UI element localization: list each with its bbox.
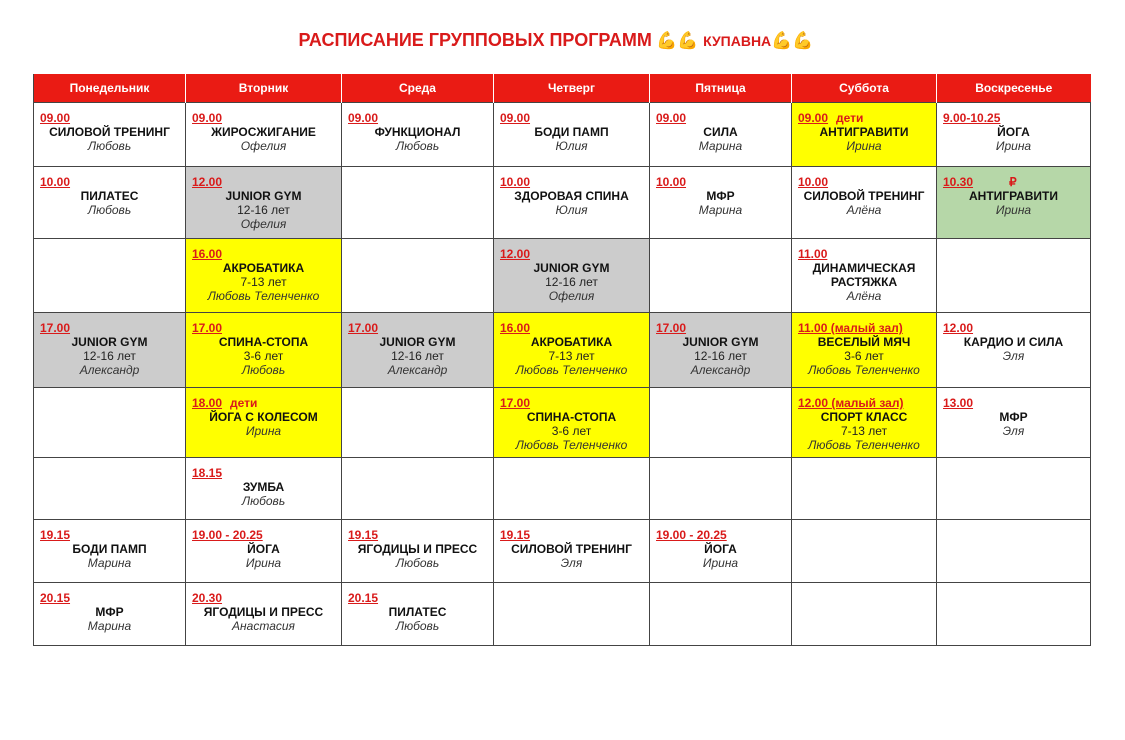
time-text: 19.15 bbox=[40, 528, 71, 542]
class-time bbox=[192, 175, 335, 189]
class-time bbox=[348, 321, 487, 335]
day-header: Среда bbox=[342, 74, 494, 103]
time-text: 18.15 bbox=[192, 466, 223, 480]
empty-cell bbox=[494, 458, 650, 520]
class-cell bbox=[650, 313, 792, 388]
class-time bbox=[348, 111, 487, 125]
class-time bbox=[40, 591, 179, 605]
empty-cell bbox=[34, 458, 186, 520]
class-name: СПИНА-СТОПА bbox=[218, 335, 309, 349]
empty-cell bbox=[342, 239, 494, 313]
class-cell bbox=[494, 313, 650, 388]
trainer-name: Эля bbox=[560, 556, 583, 570]
class-name: БОДИ ПАМП bbox=[72, 542, 147, 556]
time-text: 10.00 bbox=[40, 175, 71, 189]
trainer-name: Любовь bbox=[87, 203, 132, 217]
age-range: 12-16 лет bbox=[545, 275, 598, 289]
class-time bbox=[943, 396, 1084, 410]
age-range: 3-6 лет bbox=[551, 424, 592, 438]
class-name: JUNIOR GYM bbox=[533, 261, 610, 275]
trainer-name: Ирина bbox=[245, 424, 282, 438]
trainer-name: Ирина bbox=[846, 139, 882, 153]
trainer-name: Любовь Теленченко bbox=[808, 438, 920, 452]
class-name: ЖИРОСЖИГАНИЕ bbox=[211, 125, 316, 139]
time-text: 09.00 bbox=[500, 111, 531, 125]
time-text: 12.00 bbox=[500, 247, 531, 261]
schedule-row bbox=[34, 167, 1091, 239]
class-name: БОДИ ПАМП bbox=[534, 125, 609, 139]
class-cell bbox=[937, 388, 1091, 458]
empty-cell bbox=[650, 239, 792, 313]
class-cell bbox=[342, 520, 494, 583]
time-text: 10.00 bbox=[656, 175, 687, 189]
class-name: ЙОГА С КОЛЕСОМ bbox=[209, 410, 318, 424]
class-time bbox=[192, 591, 335, 605]
trainer-name: Любовь bbox=[241, 494, 286, 508]
empty-cell bbox=[342, 458, 494, 520]
class-time bbox=[192, 321, 335, 335]
age-range: 7-13 лет bbox=[240, 275, 287, 289]
trainer-name: Ирина bbox=[245, 556, 282, 570]
age-range: 3-6 лет bbox=[243, 349, 284, 363]
time-text: 09.00 bbox=[656, 111, 687, 125]
day-header: Пятница bbox=[650, 74, 792, 103]
class-cell bbox=[34, 103, 186, 167]
schedule-row bbox=[34, 520, 1091, 583]
day-header: Вторник bbox=[186, 74, 342, 103]
class-cell bbox=[937, 167, 1091, 239]
day-header: Понедельник bbox=[34, 74, 186, 103]
class-name: СПОРТ КЛАСС bbox=[820, 410, 908, 424]
class-time bbox=[798, 396, 930, 410]
trainer-name: Марина bbox=[698, 139, 743, 153]
trainer-name: Любовь Теленченко bbox=[515, 363, 628, 377]
trainer-name: Любовь Теленченко bbox=[515, 438, 628, 452]
class-name: JUNIOR GYM bbox=[379, 335, 456, 349]
time-text: 09.00 bbox=[40, 111, 71, 125]
day-header: Четверг bbox=[494, 74, 650, 103]
class-time bbox=[40, 528, 179, 542]
class-time bbox=[348, 528, 487, 542]
trainer-name: Любовь Теленченко bbox=[808, 363, 920, 377]
class-cell bbox=[494, 520, 650, 583]
empty-cell bbox=[937, 520, 1091, 583]
time-text: 12.00 bbox=[943, 321, 974, 335]
time-text: 20.15 bbox=[40, 591, 71, 605]
time-text: 10.00 bbox=[798, 175, 829, 189]
time-text: 09.00 bbox=[192, 111, 223, 125]
class-time bbox=[348, 591, 487, 605]
age-range: 12-16 лет bbox=[694, 349, 747, 363]
trainer-name: Марина bbox=[87, 556, 132, 570]
class-name: СПИНА-СТОПА bbox=[526, 410, 617, 424]
trainer-name: Юлия bbox=[555, 203, 588, 217]
class-name: СИЛОВОЙ ТРЕНИНГ bbox=[49, 125, 170, 139]
time-text: 17.00 bbox=[656, 321, 687, 335]
class-cell bbox=[186, 239, 342, 313]
class-name: АКРОБАТИКА bbox=[222, 261, 305, 275]
class-name: JUNIOR GYM bbox=[71, 335, 148, 349]
time-text: 10.30 bbox=[943, 175, 974, 189]
class-time bbox=[500, 175, 643, 189]
empty-cell bbox=[937, 239, 1091, 313]
class-time bbox=[500, 321, 643, 335]
time-text: 16.00 bbox=[192, 247, 223, 261]
class-cell bbox=[494, 388, 650, 458]
class-name: АКРОБАТИКА bbox=[530, 335, 613, 349]
class-time bbox=[40, 321, 179, 335]
class-cell bbox=[186, 458, 342, 520]
title-text: РАСПИСАНИЕ ГРУППОВЫХ ПРОГРАММ bbox=[298, 30, 652, 50]
trainer-name: Любовь bbox=[87, 139, 132, 153]
trainer-name: Анастасия bbox=[232, 619, 295, 633]
class-name: ЗДОРОВАЯ СПИНА bbox=[514, 189, 629, 203]
class-cell bbox=[186, 167, 342, 239]
trainer-name: Александр bbox=[387, 363, 448, 377]
trainer-name: Марина bbox=[698, 203, 743, 217]
trainer-name: Юлия bbox=[555, 139, 588, 153]
trainer-name: Любовь Теленченко bbox=[207, 289, 320, 303]
class-cell bbox=[937, 103, 1091, 167]
class-cell bbox=[342, 583, 494, 646]
schedule-row bbox=[34, 239, 1091, 313]
class-cell bbox=[792, 103, 937, 167]
time-text: 9.00-10.25 bbox=[943, 111, 1001, 125]
empty-cell bbox=[650, 388, 792, 458]
class-cell bbox=[34, 520, 186, 583]
class-time bbox=[798, 321, 930, 335]
time-text: 19.00 - 20.25 bbox=[192, 528, 263, 542]
schedule-row bbox=[34, 103, 1091, 167]
class-cell bbox=[650, 520, 792, 583]
class-name: ВЕСЕЛЫЙ МЯЧ bbox=[817, 335, 911, 349]
empty-cell bbox=[34, 388, 186, 458]
class-cell bbox=[792, 167, 937, 239]
trainer-name: Любовь bbox=[395, 556, 440, 570]
trainer-name: Любовь bbox=[395, 139, 440, 153]
schedule-table bbox=[33, 74, 1091, 646]
class-name: МФР bbox=[706, 189, 735, 203]
class-name: СИЛОВОЙ ТРЕНИНГ bbox=[803, 189, 925, 203]
day-header: Воскресенье bbox=[937, 74, 1091, 103]
trainer-name: Любовь bbox=[395, 619, 440, 633]
empty-cell bbox=[34, 239, 186, 313]
time-text: 19.15 bbox=[500, 528, 531, 542]
age-range: 7-13 лет bbox=[840, 424, 888, 438]
trainer-name: Ирина bbox=[995, 203, 1032, 217]
age-range: 12-16 лет bbox=[391, 349, 444, 363]
trainer-name: Александр bbox=[690, 363, 751, 377]
weekday-header-row bbox=[34, 74, 1091, 103]
class-time bbox=[656, 528, 785, 542]
class-cell bbox=[186, 583, 342, 646]
class-time bbox=[656, 175, 785, 189]
class-cell bbox=[34, 167, 186, 239]
empty-cell bbox=[342, 167, 494, 239]
class-name: ЙОГА bbox=[997, 125, 1030, 139]
time-text: 18.00 bbox=[192, 396, 223, 410]
class-cell bbox=[342, 313, 494, 388]
class-time bbox=[40, 111, 179, 125]
location-name: КУПАВНА bbox=[703, 33, 772, 49]
time-text: 20.15 bbox=[348, 591, 379, 605]
class-time bbox=[798, 111, 930, 125]
trainer-name: Офелия bbox=[240, 139, 287, 153]
day-header: Суббота bbox=[792, 74, 937, 103]
class-name: ЯГОДИЦЫ И ПРЕСС bbox=[357, 542, 478, 556]
class-cell bbox=[494, 239, 650, 313]
empty-cell bbox=[342, 388, 494, 458]
class-name: ПИЛАТЕС bbox=[388, 605, 447, 619]
class-name: ФУНКЦИОНАЛ bbox=[374, 125, 461, 139]
schedule-row bbox=[34, 583, 1091, 646]
class-name: СИЛА bbox=[703, 125, 738, 139]
time-text: 12.00 (малый зал) bbox=[798, 396, 904, 410]
class-time bbox=[500, 396, 643, 410]
flexed-biceps-icon: 💪💪 bbox=[656, 31, 699, 50]
time-text: 19.15 bbox=[348, 528, 379, 542]
class-name: МФР bbox=[95, 605, 124, 619]
age-range: 12-16 лет bbox=[83, 349, 136, 363]
time-text: 11.00 (малый зал) bbox=[798, 321, 903, 335]
empty-cell bbox=[494, 583, 650, 646]
class-cell bbox=[494, 167, 650, 239]
class-cell bbox=[792, 313, 937, 388]
time-text: 09.00 bbox=[798, 111, 829, 125]
class-cell bbox=[792, 388, 937, 458]
time-text: 10.00 bbox=[500, 175, 531, 189]
trainer-name: Марина bbox=[87, 619, 132, 633]
class-name: АНТИГРАВИТИ bbox=[969, 189, 1058, 203]
class-time bbox=[798, 247, 930, 261]
trainer-name: Ирина bbox=[995, 139, 1032, 153]
class-cell bbox=[186, 103, 342, 167]
trainer-name: Ирина bbox=[702, 556, 739, 570]
class-time bbox=[943, 175, 1084, 189]
class-cell bbox=[186, 313, 342, 388]
class-name: JUNIOR GYM bbox=[682, 335, 759, 349]
trainer-name: Любовь bbox=[241, 363, 286, 377]
class-name: ЯГОДИЦЫ И ПРЕСС bbox=[203, 605, 324, 619]
class-time bbox=[656, 321, 785, 335]
trainer-name: Офелия bbox=[548, 289, 595, 303]
time-text: 17.00 bbox=[348, 321, 379, 335]
class-time bbox=[943, 321, 1084, 335]
class-cell bbox=[494, 103, 650, 167]
empty-cell bbox=[792, 520, 937, 583]
trainer-name: Александр bbox=[79, 363, 140, 377]
class-time bbox=[798, 175, 930, 189]
class-name: ЙОГА bbox=[247, 542, 280, 556]
schedule-row bbox=[34, 458, 1091, 520]
empty-cell bbox=[792, 458, 937, 520]
class-name: ЙОГА bbox=[704, 542, 737, 556]
class-tag: дети bbox=[230, 396, 258, 410]
empty-cell bbox=[650, 583, 792, 646]
class-cell bbox=[342, 103, 494, 167]
class-name: СИЛОВОЙ ТРЕНИНГ bbox=[511, 542, 632, 556]
trainer-name: Офелия bbox=[240, 217, 287, 231]
class-time bbox=[500, 528, 643, 542]
class-time bbox=[943, 111, 1084, 125]
time-text: 20.30 bbox=[192, 591, 223, 605]
class-name: ДИНАМИЧЕСКАЯ РАСТЯЖКА bbox=[812, 261, 916, 289]
class-cell bbox=[186, 520, 342, 583]
time-text: 13.00 bbox=[943, 396, 974, 410]
class-cell bbox=[34, 583, 186, 646]
empty-cell bbox=[937, 458, 1091, 520]
time-text: 17.00 bbox=[40, 321, 71, 335]
trainer-name: Алёна bbox=[846, 289, 882, 303]
time-text: 17.00 bbox=[500, 396, 531, 410]
empty-cell bbox=[650, 458, 792, 520]
time-text: 12.00 bbox=[192, 175, 223, 189]
class-time bbox=[192, 247, 335, 261]
class-name: МФР bbox=[999, 410, 1028, 424]
class-cell bbox=[937, 313, 1091, 388]
time-text: 11.00 bbox=[798, 247, 828, 261]
time-text: 17.00 bbox=[192, 321, 223, 335]
empty-cell bbox=[937, 583, 1091, 646]
trainer-name: Алёна bbox=[846, 203, 882, 217]
trainer-name: Эля bbox=[1002, 349, 1025, 363]
class-cell bbox=[34, 313, 186, 388]
class-name: JUNIOR GYM bbox=[225, 189, 302, 203]
class-tag: дети bbox=[836, 111, 864, 125]
time-text: 16.00 bbox=[500, 321, 531, 335]
class-time bbox=[192, 466, 335, 480]
class-time bbox=[192, 396, 335, 410]
class-cell bbox=[186, 388, 342, 458]
class-time bbox=[656, 111, 785, 125]
schedule-row bbox=[34, 313, 1091, 388]
class-name: КАРДИО И СИЛА bbox=[963, 335, 1064, 349]
class-name: ПИЛАТЕС bbox=[80, 189, 139, 203]
class-time bbox=[40, 175, 179, 189]
class-name: ЗУМБА bbox=[242, 480, 285, 494]
schedule-row bbox=[34, 388, 1091, 458]
class-name: АНТИГРАВИТИ bbox=[819, 125, 909, 139]
class-cell bbox=[792, 239, 937, 313]
empty-cell bbox=[792, 583, 937, 646]
age-range: 12-16 лет bbox=[237, 203, 290, 217]
class-time bbox=[500, 247, 643, 261]
time-text: 09.00 bbox=[348, 111, 379, 125]
age-range: 7-13 лет bbox=[548, 349, 595, 363]
class-time bbox=[192, 111, 335, 125]
age-range: 3-6 лет bbox=[844, 349, 884, 363]
class-cell bbox=[650, 167, 792, 239]
page-title bbox=[0, 30, 1112, 51]
class-time bbox=[192, 528, 335, 542]
class-cell bbox=[650, 103, 792, 167]
time-text: 19.00 - 20.25 bbox=[656, 528, 727, 542]
class-time bbox=[500, 111, 643, 125]
trainer-name: Эля bbox=[1002, 424, 1025, 438]
flexed-biceps-icon: 💪💪 bbox=[771, 31, 814, 50]
class-tag: ₽ bbox=[1009, 175, 1017, 189]
